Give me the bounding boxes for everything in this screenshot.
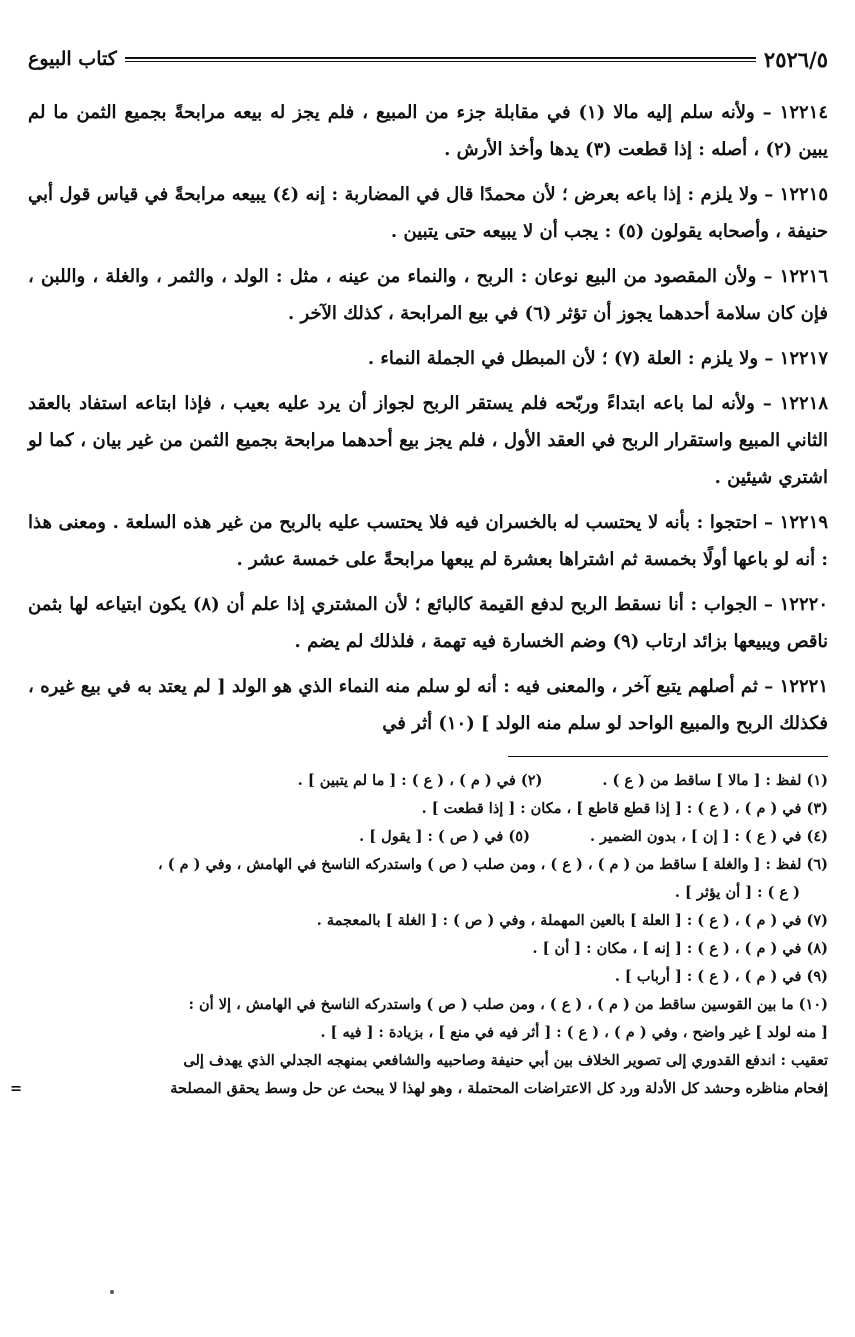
book-title: كتاب البيوع (28, 48, 117, 70)
paragraph-number: ١٢٢١٧ (779, 348, 828, 369)
footnote-1: (١) لفظ : [ مالا ] ساقط من ( ع ) . (602, 772, 828, 789)
paragraph-12219 (28, 504, 828, 578)
paragraph-text: – ثم أصلهم يتبع آخر ، والمعنى فيه : أنه لو سلم منه النماء الذي هو الولد [ لم يعتد به في بيع غيره ، فكذلك الربح والمبيع الواحد لو سلم منه الولد ] (١٠) أثر في (28, 676, 828, 734)
page (10, 42, 828, 1103)
footnote-10: (١٠) ما بين القوسين ساقط من ( م ) ، ( ع ) ، ومن صلب ( ص ) واستدركه الناسخ في الهامش ، إلا أن : (188, 996, 828, 1013)
footnote-2: (٢) في ( م ) ، ( ع ) : [ ما لم يتبين ] . (297, 772, 543, 789)
footnote-9: (٩) في ( م ) ، ( ع ) : [ أرباب ] . (614, 968, 828, 985)
paragraph-12218 (28, 385, 828, 496)
paragraph-text: – ولأن المقصود من البيع نوعان : الربح ، والنماء من عينه ، مثل : الولد ، والثمر ، والغلة ، واللبن ، فإن كان سلامة أحدهما يجوز أن تؤثر (٦) في بيع المرابحة ، كذلك الآخر . (28, 266, 828, 324)
paragraph-number: ١٢٢١٦ (779, 266, 828, 287)
paragraph-text: – ولأنه سلم إليه مالا (١) في مقابلة جزء من المبيع ، فلم يجز له بيعه مرابحةً بجميع الثمن ما لم يبين (٢) ، أصله : إذا قطعت (٣) يدها وأخذ الأرش . (28, 102, 828, 160)
footnote-row (28, 767, 828, 795)
paragraph-12214 (28, 94, 828, 168)
paragraph-text: – ولا يلزم : العلة (٧) ؛ لأن المبطل في الجملة النماء . (367, 348, 774, 369)
header-rule (125, 57, 756, 62)
footnote-6: (٦) لفظ : [ والغلة ] ساقط من ( م ) ، ( ع ) ، ومن صلب ( ص ) واستدركه الناسخ في الهامش ، وفي ( م ) ، (158, 856, 828, 873)
commentary-continued: إفحام مناظره وحشد كل الأدلة ورد كل الاعتراضات المحتملة ، وهو لهذا لا يبحث عن حل وسط يحقق المصلحة (170, 1080, 828, 1097)
main-text (28, 94, 828, 742)
page-number: ٢٥٢٦/٥ (763, 46, 828, 72)
paragraph-number: ١٢٢٢١ (779, 676, 828, 697)
paragraph-12217 (28, 340, 828, 377)
footnote-3: (٣) في ( م ) ، ( ع ) : [ إذا قطع قاطع ] ، مكان : [ إذا قطعت ] . (421, 800, 828, 817)
footnote-5: (٥) في ( ص ) : [ يقول ] . (359, 828, 530, 845)
paragraph-12215 (28, 176, 828, 250)
paragraph-12221 (28, 668, 828, 742)
paragraph-number: ١٢٢١٥ (779, 184, 828, 205)
footnote-separator (508, 756, 828, 757)
paragraph-12220 (28, 586, 828, 660)
paragraph-text: – احتجوا : بأنه لا يحتسب له بالخسران فيه فلا يحتسب عليه بالربح من غير هذه السلعة . ومعنى هذا : أنه لو باعها أولًا بخمسة ثم اشتراها بعشرة لم يبعها مرابحةً على خمسة عشر . (28, 512, 828, 570)
paragraph-text: – ولأنه لما باعه ابتداءً وربّحه فلم يستقر الربح لجواز أن يرد عليه بعيب ، فإذا ابتاعه استفاد بالعقد الثاني المبيع واستقرار الربح في العقد الأول ، فلم يجز بيع أحدهما مرابحة بجميع الثمن من غير بيان ، كما لو اشتري شيئين . (28, 393, 828, 488)
footnotes (10, 767, 828, 1103)
footnote-row (28, 823, 828, 851)
paragraph-number: ١٢٢١٩ (779, 512, 828, 533)
page-header (28, 42, 828, 76)
footnote-4: (٤) في ( ع ) : [ إن ] ، بدون الضمير . (589, 828, 828, 845)
continued-mark: = (10, 1080, 23, 1097)
paragraph-text: – ولا يلزم : إذا باعه بعرض ؛ لأن محمدًا قال في المضاربة : إنه (٤) يبيعه مرابحةً في قياس قول أبي حنيفة ، وأصحابه يقولون (٥) : يجب أن لا يبيعه حتى يتبين . (28, 184, 828, 242)
commentary-wrap (10, 1075, 828, 1103)
paragraph-number: ١٢٢١٨ (779, 393, 828, 414)
paragraph-number: ١٢٢١٤ (779, 102, 828, 123)
paragraph-12216 (28, 258, 828, 332)
footnote-10-continued: [ منه لولد ] غير واضح ، وفي ( م ) ، ( ع ) : [ أثر فيه في منع ] ، بزيادة : [ فيه ] . (320, 1024, 828, 1041)
paragraph-text: – الجواب : أنا نسقط الربح لدفع القيمة كالبائع ؛ لأن المشتري إذا علم أن (٨) يكون ابتياعه لها بثمن ناقص ويبيعها بزائد ارتاب (٩) وضم الخسارة فيه تهمة ، فلذلك لم يضم . (28, 594, 828, 652)
scan-speck (110, 1290, 114, 1294)
footnote-6-continued: ( ع ) : [ أن يؤثر ] . (674, 884, 800, 901)
commentary: تعقيب : اندفع القدوري إلى تصوير الخلاف بين أبي حنيفة وصاحبيه والشافعي بمنهجه الجدلي الذي يهدف إلى (183, 1052, 828, 1069)
paragraph-number: ١٢٢٢٠ (779, 594, 828, 615)
footnote-8: (٨) في ( م ) ، ( ع ) : [ إنه ] ، مكان : [ أن ] . (532, 940, 828, 957)
footnote-7: (٧) في ( م ) ، ( ع ) : [ العلة ] بالعين المهملة ، وفي ( ص ) : [ الغلة ] بالمعجمة . (316, 912, 828, 929)
